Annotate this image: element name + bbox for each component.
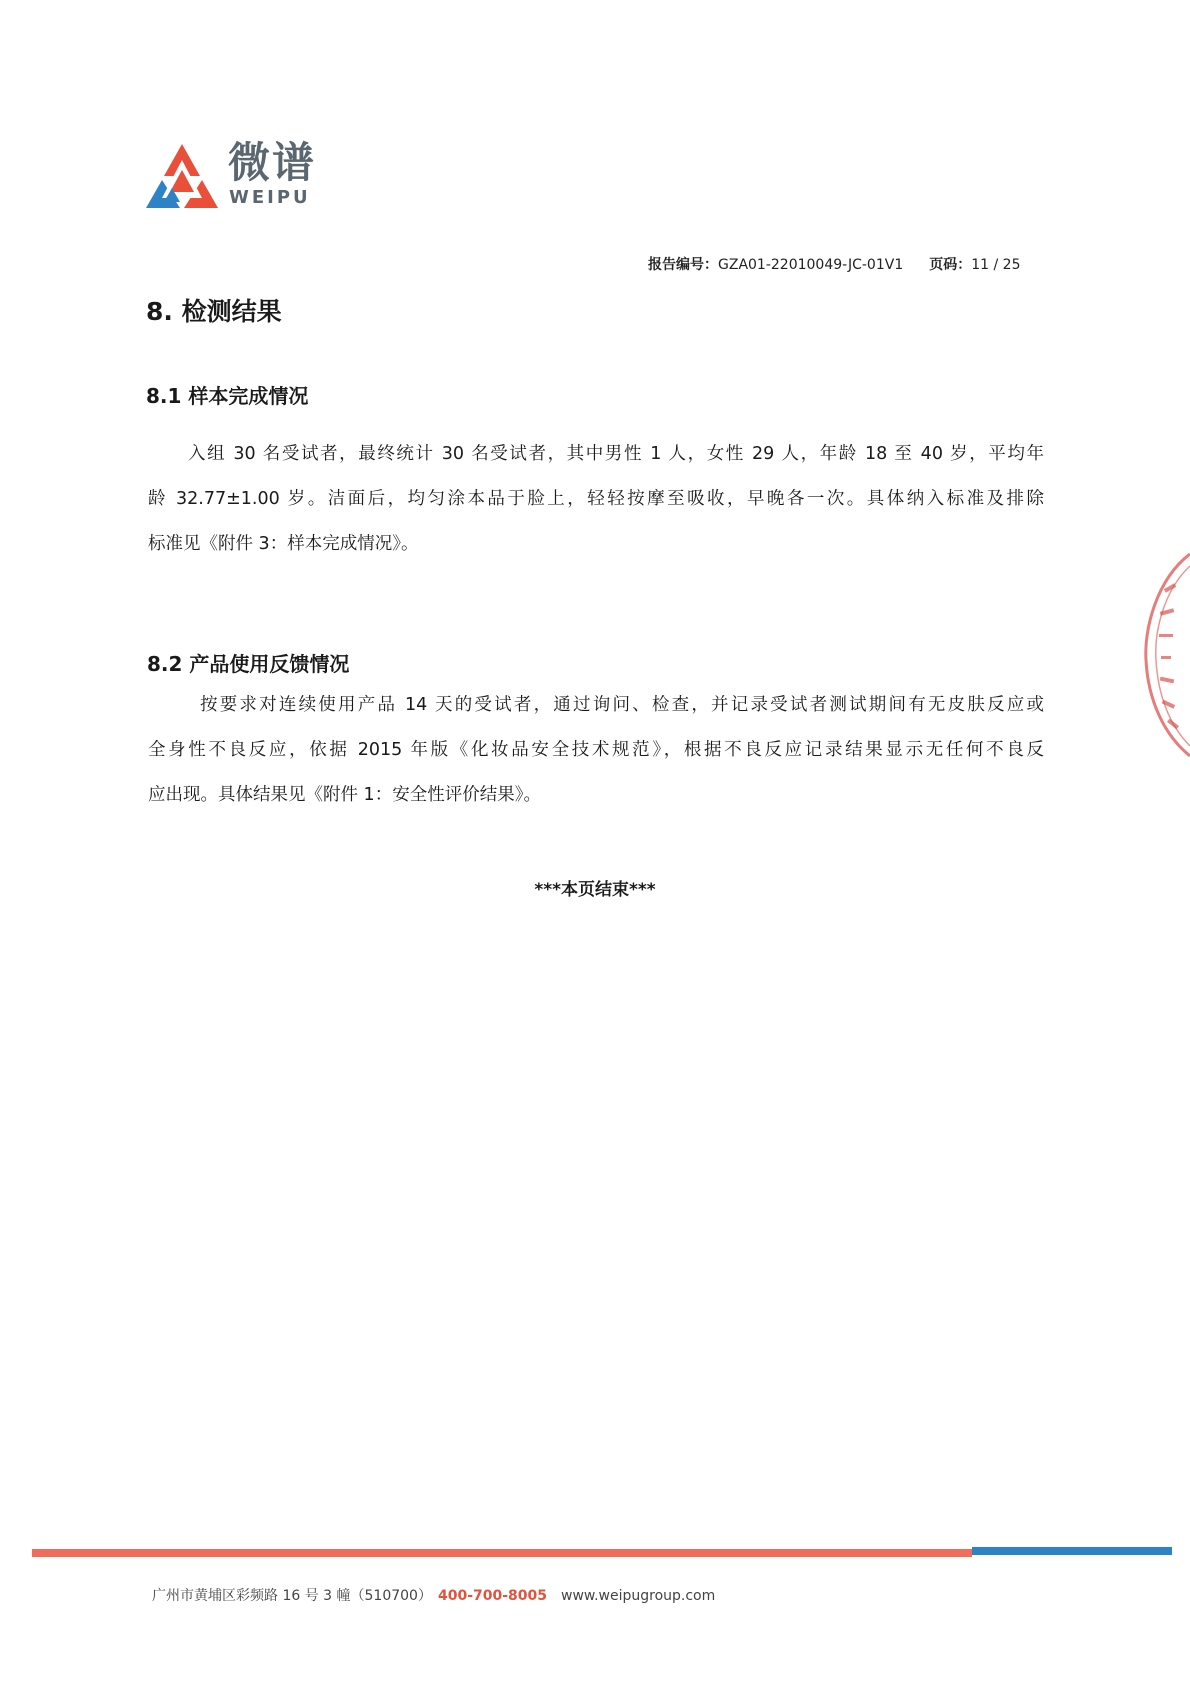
report-header xyxy=(648,256,1043,274)
weipu-logo-icon xyxy=(146,142,218,212)
footer xyxy=(152,1587,715,1605)
footer-bar-blue xyxy=(972,1547,1172,1555)
paragraph-8-1 xyxy=(148,432,1044,567)
end-of-page-marker: ***本页结束*** xyxy=(534,880,656,900)
page-number: 11 / 25 xyxy=(971,257,1021,273)
footer-website[interactable]: www.weipugroup.com xyxy=(561,1588,716,1604)
paragraph-line: 全身性不良反应，依据 2015 年版《化妆品安全技术规范》，根据不良反应记录结果显示无任何不良反 xyxy=(148,740,1044,760)
footer-phone: 400-700-8005 xyxy=(437,1588,548,1604)
footer-address: 广州市黄埔区彩频路 16 号 3 幢（510700） xyxy=(152,1588,432,1604)
footer-color-bar xyxy=(32,1547,1172,1557)
paragraph-line: 应出现。具体结果见《附件 1：安全性评价结果》。 xyxy=(148,785,541,805)
report-number-label: 报告编号： xyxy=(648,257,718,273)
paragraph-line: 按要求对连续使用产品 14 天的受试者，通过询问、检查，并记录受试者测试期间有无皮肤反应或 xyxy=(200,695,1044,715)
paragraph-line: 龄 32.77±1.00 岁。洁面后，均匀涂本品于脸上，轻轻按摩至吸收，早晚各一次。具体纳入标准及排除 xyxy=(148,489,1044,509)
paragraph-8-2 xyxy=(148,683,1044,818)
subsection-title-8-1: 8.1 样本完成情况 xyxy=(146,384,309,408)
brand-name-en: WEIPU xyxy=(229,187,311,208)
paragraph-line: 入组 30 名受试者，最终统计 30 名受试者，其中男性 1 人，女性 29 人，年龄 18 至 40 岁，平均年 xyxy=(188,444,1044,464)
official-seal-icon xyxy=(1142,550,1190,760)
page-number-label: 页码： xyxy=(929,257,972,273)
subsection-title-8-2: 8.2 产品使用反馈情况 xyxy=(147,652,350,676)
paragraph-line: 标准见《附件 3：样本完成情况》。 xyxy=(148,534,419,554)
brand-name-cn: 微谱 xyxy=(228,138,317,187)
report-number: GZA01-22010049-JC-01V1 xyxy=(718,257,904,273)
section-title: 8. 检测结果 xyxy=(146,297,282,326)
footer-bar-red xyxy=(32,1549,972,1557)
